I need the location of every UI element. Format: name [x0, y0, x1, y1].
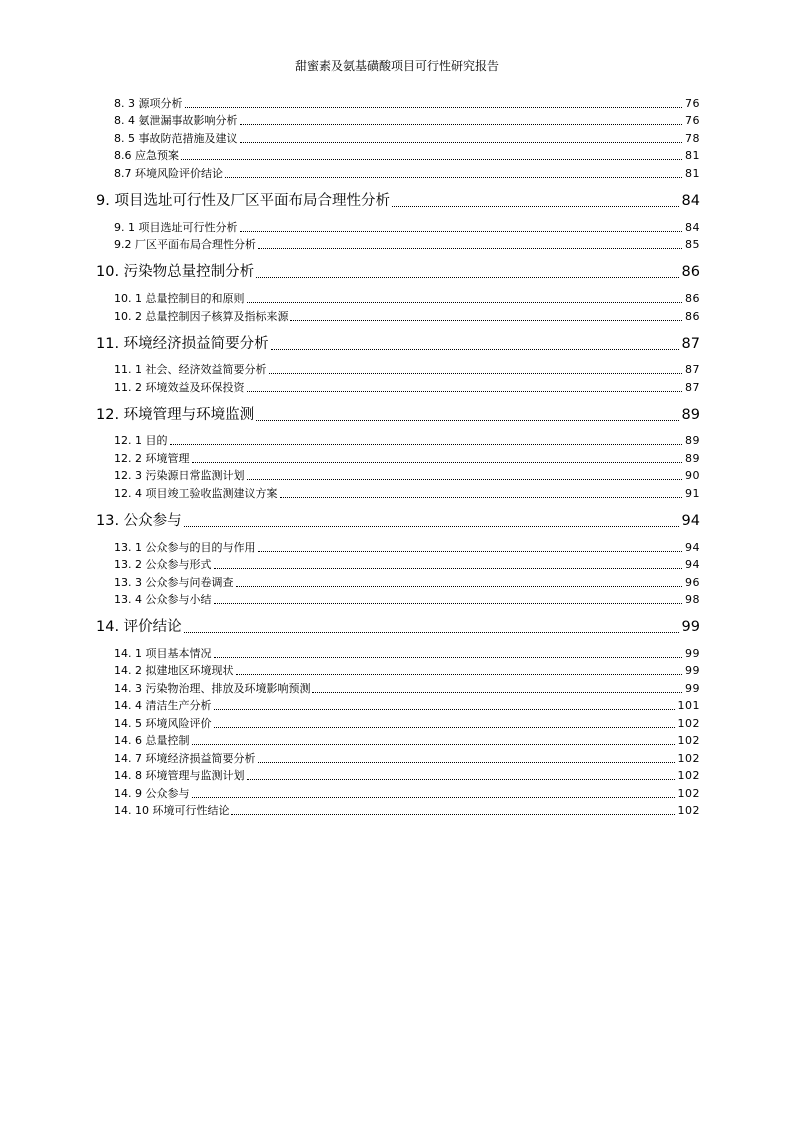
- toc-entry-page: 102: [677, 752, 700, 765]
- toc-entry-label: 13. 2 公众参与形式: [114, 558, 212, 571]
- toc-chapter-entry[interactable]: [96, 261, 700, 283]
- toc-entry-label: 13. 4 公众参与小结: [114, 593, 212, 606]
- toc-entry[interactable]: [114, 681, 700, 697]
- toc-entry-page: 81: [685, 167, 700, 180]
- toc-chapter-entry[interactable]: [96, 333, 700, 355]
- toc-entry-label: 9. 1 项目选址可行性分析: [114, 221, 238, 234]
- toc-entry-label: 12. 4 项目竣工验收监测建议方案: [114, 487, 278, 500]
- toc-chapter-page: 99: [681, 619, 700, 635]
- toc-entry-label: 14. 5 环境风险评价: [114, 717, 212, 730]
- toc-entry[interactable]: [114, 733, 700, 749]
- toc-entry-label: 8. 5 事故防范措施及建议: [114, 132, 238, 145]
- toc-leader-dots: [312, 692, 682, 693]
- toc-leader-dots: [236, 674, 683, 675]
- toc-entry-label: 8. 4 氨泄漏事故影响分析: [114, 114, 238, 127]
- toc-entry[interactable]: [114, 148, 700, 164]
- toc-entry-page: 94: [685, 541, 700, 554]
- toc-entry-page: 81: [685, 149, 700, 162]
- toc-entry[interactable]: [114, 557, 700, 573]
- toc-entry-page: 89: [685, 452, 700, 465]
- toc-entry-page: 102: [677, 734, 700, 747]
- toc-entry-label: 8.6 应急预案: [114, 149, 179, 162]
- toc-entry-page: 84: [685, 221, 700, 234]
- toc-leader-dots: [256, 420, 678, 421]
- toc-entry-page: 89: [685, 434, 700, 447]
- toc-leader-dots: [236, 586, 683, 587]
- toc-leader-dots: [392, 206, 679, 207]
- toc-entry[interactable]: [114, 751, 700, 767]
- toc-entry-label: 12. 3 污染源日常监测计划: [114, 469, 245, 482]
- toc-entry-page: 94: [685, 558, 700, 571]
- toc-entry[interactable]: [114, 540, 700, 556]
- toc-leader-dots: [184, 526, 679, 527]
- toc-leader-dots: [247, 479, 683, 480]
- toc-entry[interactable]: [114, 698, 700, 714]
- toc-entry-label: 14. 2 拟建地区环境现状: [114, 664, 234, 677]
- toc-entry-label: 12. 2 环境管理: [114, 452, 190, 465]
- toc-entry-page: 87: [685, 363, 700, 376]
- toc-entry-label: 14. 7 环境经济损益简要分析: [114, 752, 256, 765]
- toc-entry-label: 8. 3 源项分析: [114, 97, 183, 110]
- toc-leader-dots: [269, 373, 683, 374]
- toc-entry[interactable]: [114, 468, 700, 484]
- toc-entry-label: 10. 2 总量控制因子核算及指标来源: [114, 310, 289, 323]
- toc-entry-label: 14. 4 清洁生产分析: [114, 699, 212, 712]
- toc-entry[interactable]: [114, 131, 700, 147]
- toc-entry-page: 102: [677, 787, 700, 800]
- toc-entry[interactable]: [114, 113, 700, 129]
- toc-entry-page: 99: [685, 664, 700, 677]
- toc-leader-dots: [184, 632, 679, 633]
- toc-entry-label: 14. 10 环境可行性结论: [114, 804, 230, 817]
- toc-entry[interactable]: [114, 237, 700, 253]
- toc-leader-dots: [225, 177, 682, 178]
- toc-entry-page: 99: [685, 682, 700, 695]
- toc-entry-label: 13. 3 公众参与问卷调查: [114, 576, 234, 589]
- document-header-title: 甜蜜素及氨基磺酸项目可行性研究报告: [294, 59, 499, 73]
- toc-entry[interactable]: [114, 786, 700, 802]
- toc-entry-label: 14. 6 总量控制: [114, 734, 190, 747]
- toc-leader-dots: [192, 797, 675, 798]
- toc-entry[interactable]: [114, 220, 700, 236]
- toc-chapter-page: 94: [681, 513, 700, 529]
- toc-leader-dots: [290, 320, 682, 321]
- toc-entry[interactable]: [114, 291, 700, 307]
- toc-leader-dots: [185, 107, 683, 108]
- toc-entry-label: 9.2 厂区平面布局合理性分析: [114, 238, 256, 251]
- toc-leader-dots: [192, 462, 683, 463]
- toc-leader-dots: [214, 727, 675, 728]
- toc-entry[interactable]: [114, 166, 700, 182]
- toc-entry-label: 11. 1 社会、经济效益简要分析: [114, 363, 267, 376]
- toc-entry-label: 13. 1 公众参与的目的与作用: [114, 541, 256, 554]
- toc-entry-page: 85: [685, 238, 700, 251]
- toc-chapter-page: 87: [681, 336, 700, 352]
- toc-entry[interactable]: [114, 433, 700, 449]
- toc-entry[interactable]: [114, 380, 700, 396]
- toc-leader-dots: [240, 231, 683, 232]
- toc-chapter-entry[interactable]: [96, 190, 700, 212]
- toc-entry-page: 76: [685, 97, 700, 110]
- toc-entry-page: 98: [685, 593, 700, 606]
- toc-leader-dots: [231, 814, 674, 815]
- toc-entry[interactable]: [114, 362, 700, 378]
- toc-entry-page: 102: [677, 717, 700, 730]
- toc-entry[interactable]: [114, 646, 700, 662]
- toc-entry-page: 78: [685, 132, 700, 145]
- toc-leader-dots: [271, 349, 679, 350]
- toc-chapter-page: 89: [681, 407, 700, 423]
- toc-leader-dots: [170, 444, 683, 445]
- toc-leader-dots: [192, 744, 675, 745]
- toc-entry-label: 8.7 环境风险评价结论: [114, 167, 223, 180]
- toc-leader-dots: [240, 124, 683, 125]
- toc-chapter-label: 12. 环境管理与环境监测: [96, 407, 255, 423]
- toc-entry-page: 99: [685, 647, 700, 660]
- toc-leader-dots: [256, 277, 678, 278]
- toc-leader-dots: [181, 159, 682, 160]
- toc-entry-label: 12. 1 目的: [114, 434, 168, 447]
- toc-leader-dots: [214, 603, 683, 604]
- toc-leader-dots: [247, 391, 683, 392]
- toc-entry-page: 101: [677, 699, 700, 712]
- toc-entry-label: 14. 8 环境管理与监测计划: [114, 769, 245, 782]
- toc-leader-dots: [247, 302, 683, 303]
- toc-chapter-page: 84: [681, 193, 700, 209]
- toc-chapter-entry[interactable]: [96, 510, 700, 532]
- toc-entry[interactable]: [114, 716, 700, 732]
- toc-chapter-label: 9. 项目选址可行性及厂区平面布局合理性分析: [96, 193, 390, 209]
- toc-entry-label: 10. 1 总量控制目的和原则: [114, 292, 245, 305]
- toc-entry[interactable]: [114, 486, 700, 502]
- toc-leader-dots: [280, 497, 683, 498]
- toc-chapter-label: 14. 评价结论: [96, 619, 182, 635]
- toc-leader-dots: [240, 142, 683, 143]
- toc-entry[interactable]: [114, 768, 700, 784]
- toc-entry[interactable]: [114, 309, 700, 325]
- toc-entry-page: 91: [685, 487, 700, 500]
- toc-entry-label: 11. 2 环境效益及环保投资: [114, 381, 245, 394]
- toc-entry-page: 102: [677, 804, 700, 817]
- toc-chapter-page: 86: [681, 264, 700, 280]
- toc-chapter-entry[interactable]: [96, 616, 700, 638]
- toc-chapter-label: 13. 公众参与: [96, 513, 182, 529]
- toc-chapter-entry[interactable]: [96, 404, 700, 426]
- toc-entry[interactable]: [114, 575, 700, 591]
- toc-leader-dots: [258, 248, 682, 249]
- toc-entry[interactable]: [114, 96, 700, 112]
- toc-entry-label: 14. 3 污染物治理、排放及环境影响预测: [114, 682, 311, 695]
- toc-entry[interactable]: [114, 592, 700, 608]
- toc-entry-page: 86: [685, 292, 700, 305]
- toc-chapter-label: 11. 环境经济损益简要分析: [96, 336, 269, 352]
- toc-entry-page: 102: [677, 769, 700, 782]
- toc-entry-page: 86: [685, 310, 700, 323]
- toc-entry-page: 76: [685, 114, 700, 127]
- toc-leader-dots: [214, 709, 675, 710]
- toc-leader-dots: [247, 779, 675, 780]
- toc-chapter-label: 10. 污染物总量控制分析: [96, 264, 255, 280]
- toc-entry-page: 87: [685, 381, 700, 394]
- toc-entry-page: 90: [685, 469, 700, 482]
- toc-leader-dots: [258, 762, 675, 763]
- toc-entry-label: 14. 9 公众参与: [114, 787, 190, 800]
- toc-leader-dots: [258, 551, 683, 552]
- toc-leader-dots: [214, 568, 683, 569]
- toc-entry[interactable]: [114, 803, 700, 819]
- toc-entry-page: 96: [685, 576, 700, 589]
- toc-entry[interactable]: [114, 451, 700, 467]
- toc-leader-dots: [214, 657, 683, 658]
- toc-entry-label: 14. 1 项目基本情况: [114, 647, 212, 660]
- toc-entry[interactable]: [114, 663, 700, 679]
